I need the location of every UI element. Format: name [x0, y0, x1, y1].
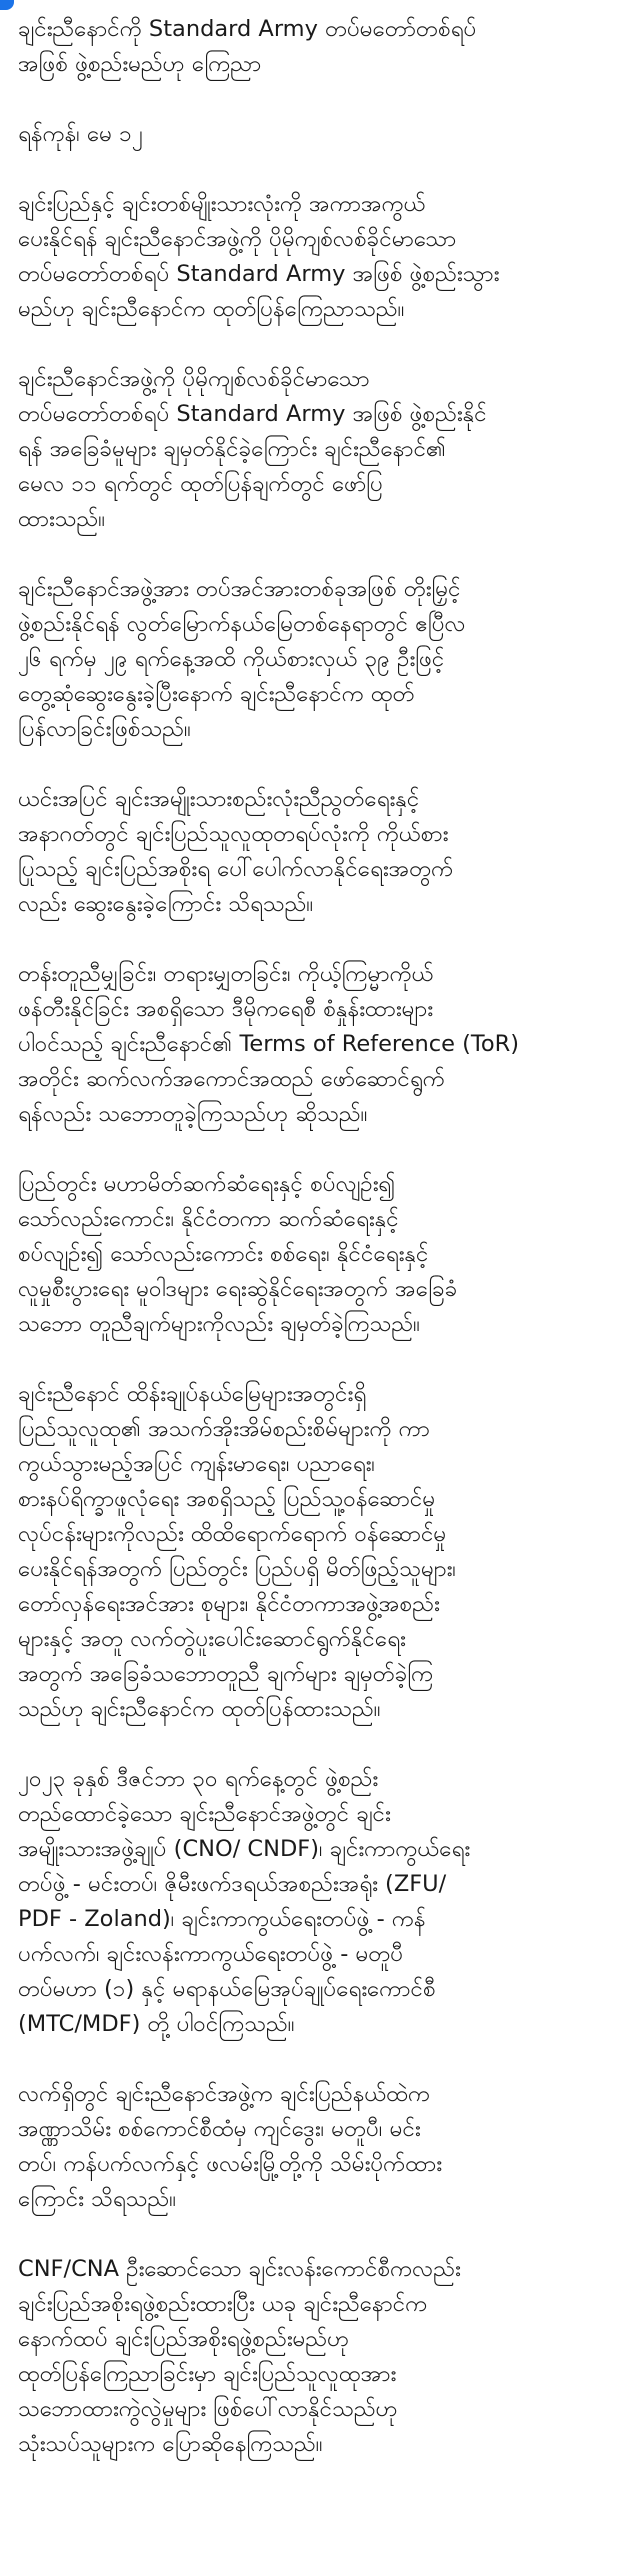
- article-paragraph-7: ချင်းညီနောင် ထိန်းချုပ်နယ်မြေများအတွင်းရှိ ပြည်သူလူထု၏ အသက်အိုးအိမ်စည်းစိမ်များကို ကာ ကွယ်သွားမည့်အပြင် ကျန်းမာရေး၊ ပညာရေး၊ စားနပ်ရိက္ခာဖူလုံရေး အစရှိသည့် ပြည်သူ့ဝန်ဆောင်မှု လုပ်ငန်းများကိုလည်း ထိထိရောက်ရောက် ဝန်ဆောင်မှု ပေးနိုင်ရန်အတွက် ပြည်တွင်း ပြည်ပရှိ မိတ်ဖြည့်သူများ၊ တော်လှန်ရေးအင်အား စုများ၊ နိုင်ငံတကာအဖွဲ့အစည်း များနှင့် အတူ လက်တွဲပူးပေါင်းဆောင်ရွက်နိုင်ရေး အတွက် အခြေခံသဘောတူညီ ချက်များ ချမှတ်ခဲ့ကြ သည်ဟု ချင်းညီနောင်က ထုတ်ပြန်ထားသည်။: [18, 1381, 456, 1722]
- article-paragraph-4: ယင်းအပြင် ချင်းအမျိုးသားစည်းလုံးညီညွတ်ရေးနှင့် အနာဂတ်တွင် ချင်းပြည်သူလူထုတရပ်လုံးကို ကိုယ်စား ပြုသည့် ချင်းပြည်အစိုးရ ပေါ်ပေါက်လာနိုင်ရေးအတွက် လည်း ဆွေးနွေးခဲ့ကြောင်း သိရသည်။: [18, 786, 454, 917]
- article-dateline: ရန်ကုန်၊ မေ ၁၂: [18, 121, 143, 147]
- article-paragraph-9: လက်ရှိတွင် ချင်းညီနောင်အဖွဲ့က ချင်းပြည်နယ်ထဲက အဏ္ဏာသိမ်း စစ်ကောင်စီထံမှ ကျင်ဒွေး၊ မတူပီ၊ မင်း တပ်၊ ကန်ပက်လက်နှင့် ဖလမ်းမြို့တို့ကို သိမ်းပိုက်ထား ကြောင်း သိရသည်။: [18, 2081, 442, 2212]
- article-paragraph-3: ချင်းညီနောင်အဖွဲ့အား တပ်အင်အားတစ်ခုအဖြစ် တိုးမြှင့် ဖွဲ့စည်းနိုင်ရန် လွတ်မြောက်နယ်မြေတစ်နေရာတွင် ဧပြီလ ၂၆ ရက်မှ ၂၉ ရက်နေ့အထိ ကိုယ်စားလှယ် ၃၉ ဦးဖြင့် တွေ့ဆုံဆွေးနွေးခဲ့ပြီးနောက် ချင်းညီနောင်က ထုတ် ပြန်လာခြင်းဖြစ်သည်။: [18, 576, 466, 742]
- article-paragraph-10: CNF/CNA ဦးဆောင်သော ချင်းလန်းကောင်စီကလည်း ချင်းပြည်အစိုးရဖွဲ့စည်းထားပြီး ယခု ချင်းညီနောင်က နောက်ထပ် ချင်းပြည်အစိုးရဖွဲ့စည်းမည်ဟု ထုတ်ပြန်ကြေညာခြင်းမှာ ချင်းပြည်သူလူထုအား သဘောထားကွဲလွဲမှုများ ဖြစ်ပေါ်လာနိုင်သည်ဟု သုံးသပ်သူများက ပြောဆိုနေကြသည်။: [18, 2256, 461, 2457]
- article-body: [18, 0, 603, 2497]
- article-paragraph-2: ချင်းညီနောင်အဖွဲ့ကို ပိုမိုကျစ်လစ်ခိုင်မာသော တပ်မတော်တစ်ရပ် Standard Army အဖြစ် ဖွဲ့စည်းနိုင် ရန် အခြေခံမူများ ချမှတ်နိုင်ခဲ့ကြောင်း ချင်းညီနောင်၏ မေလ ၁၁ ရက်တွင် ထုတ်ပြန်ချက်တွင် ဖော်ပြ ထားသည်။: [18, 366, 487, 532]
- status-bar-fragment: [0, 0, 14, 10]
- article-paragraph-6: ပြည်တွင်း မဟာမိတ်ဆက်ဆံရေးနှင့် စပ်လျဉ်း၍ သော်လည်းကောင်း၊ နိုင်ငံတကာ ဆက်ဆံရေးနှင့် စပ်လျဉ်း၍ သော်လည်းကောင်း စစ်ရေး၊ နိုင်ငံရေးနှင့် လူမှုစီးပွားရေး မူဝါဒများ ရေးဆွဲနိုင်ရေးအတွက် အခြေခံ သဘော တူညီချက်များကိုလည်း ချမှတ်ခဲ့ကြသည်။: [18, 1171, 458, 1337]
- article-paragraph-5: တန်းတူညီမျှခြင်း၊ တရားမျှတခြင်း၊ ကိုယ့်ကြမ္မာကိုယ် ဖန်တီးနိုင်ခြင်း အစရှိသော ဒီမိုကရေစီ စံနှုန်းထားများ ပါဝင်သည့် ချင်းညီနောင်၏ Terms of Reference (ToR) အတိုင်း ဆက်လက်အကောင်အထည် ဖော်ဆောင်ရွက် ရန်လည်း သဘောတူခဲ့ကြသည်ဟု ဆိုသည်။: [18, 961, 520, 1127]
- article-headline: ချင်းညီနောင်ကို Standard Army တပ်မတော်တစ်ရပ် အဖြစ် ဖွဲ့စည်းမည်ဟု ကြေညာ: [18, 16, 477, 77]
- article-paragraph-8: ၂၀၂၃ ခုနှစ် ဒီဇင်ဘာ ၃၀ ရက်နေ့တွင် ဖွဲ့စည်း တည်ထောင်ခဲ့သော ချင်းညီနောင်အဖွဲ့တွင် ချင်း အမျိုးသားအဖွဲ့ချုပ် (CNO/ CNDF)၊ ချင်းကာကွယ်ရေး တပ်ဖွဲ့ - မင်းတပ်၊ ဇိုမီးဖက်ဒရယ်အစည်းအရုံး (ZFU/ PDF - Zoland)၊ ချင်းကာကွယ်ရေးတပ်ဖွဲ့ - ကန် ပက်လက်၊ ချင်းလန်းကာကွယ်ရေးတပ်ဖွဲ့ - မတူပီ တပ်မဟာ (၁) နှင့် မရာနယ်မြေအုပ်ချုပ်ရေးကောင်စီ (MTC/MDF) တို့ ပါဝင်ကြသည်။: [18, 1766, 471, 2037]
- article-paragraph-1: ချင်းပြည်နှင့် ချင်းတစ်မျိုးသားလုံးကို အကာအကွယ် ပေးနိုင်ရန် ချင်းညီနောင်အဖွဲ့ကို ပိုမိုကျစ်လစ်ခိုင်မာသော တပ်မတော်တစ်ရပ် Standard Army အဖြစ် ဖွဲ့စည်းသွား မည်ဟု ချင်းညီနောင်က ထုတ်ပြန်ကြေညာသည်။: [18, 191, 500, 322]
